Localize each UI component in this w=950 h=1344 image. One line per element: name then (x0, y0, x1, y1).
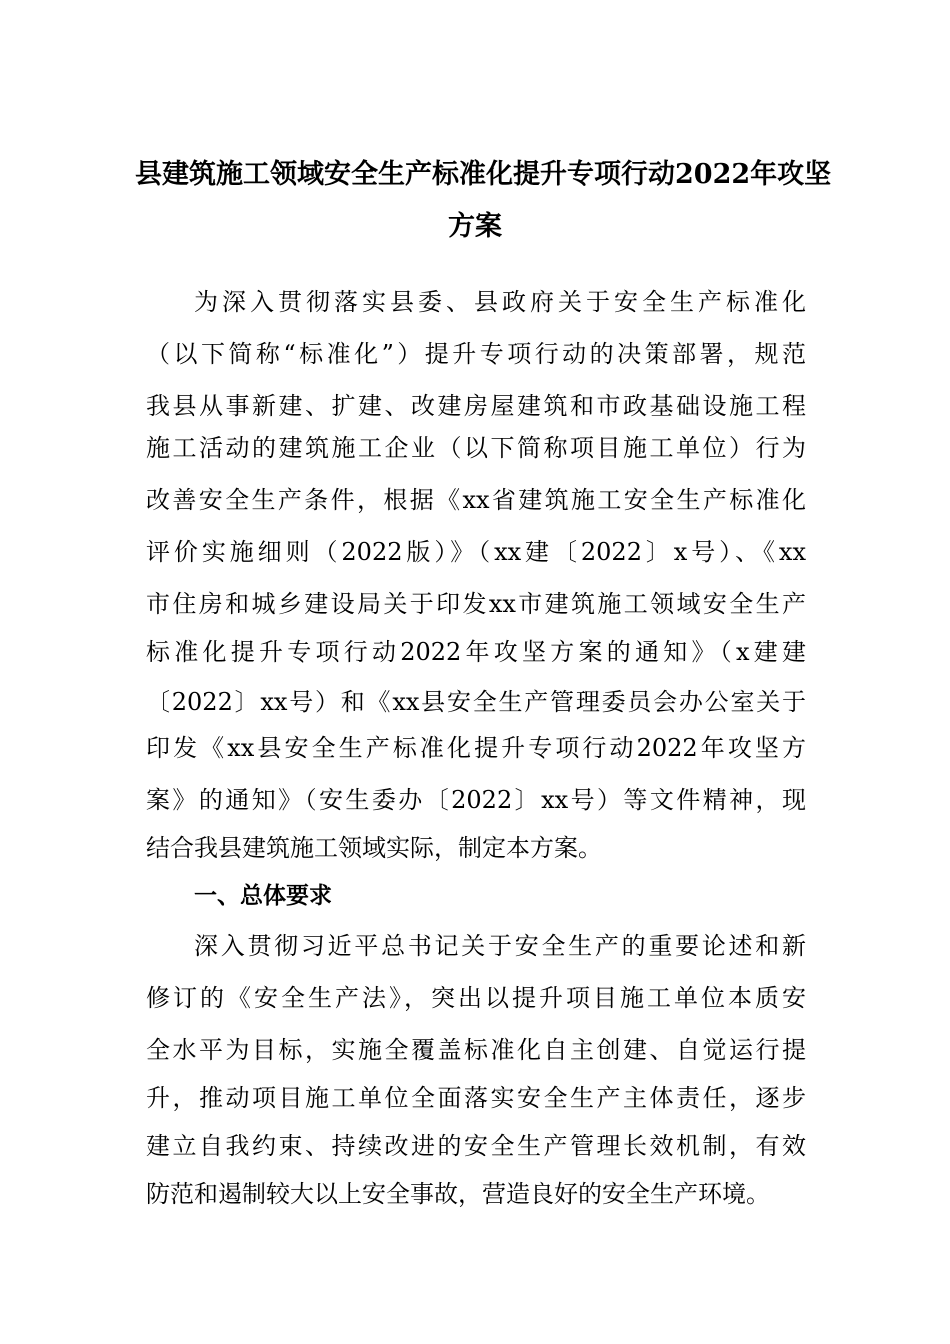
intro-paragraph-line: 改善安全生产条件，根据《xx省建筑施工安全生产标准化 (146, 486, 806, 514)
intro-paragraph-line: 案》的通知》（安生委办〔2022〕xx号）等文件精神，现 (146, 786, 806, 814)
intro-paragraph-line: （以下简称“标准化”）提升专项行动的决策部署，规范 (146, 340, 806, 368)
intro-paragraph-line: 为深入贯彻落实县委、县政府关于安全生产标准化 (194, 288, 806, 316)
section1-paragraph-line: 深入贯彻习近平总书记关于安全生产的重要论述和新 (194, 932, 806, 960)
intro-paragraph-line: 我县从事新建、扩建、改建房屋建筑和市政基础设施工程 (146, 392, 806, 420)
section1-paragraph-line: 全水平为目标，实施全覆盖标准化自主创建、自觉运行提 (146, 1036, 806, 1064)
section1-paragraph-line: 升，推动项目施工单位全面落实安全生产主体责任，逐步 (146, 1084, 806, 1112)
intro-paragraph-line: 施工活动的建筑施工企业（以下简称项目施工单位）行为 (146, 434, 806, 462)
intro-paragraph-line: 印发《xx县安全生产标准化提升专项行动2022年攻坚方 (146, 734, 806, 762)
intro-paragraph-line: 结合我县建筑施工领域实际，制定本方案。 (146, 834, 602, 862)
document-title-line-1: 县建筑施工领域安全生产标准化提升专项行动2022年攻坚 (135, 159, 832, 190)
intro-paragraph-line: 市住房和城乡建设局关于印发xx市建筑施工领域安全生产 (146, 590, 806, 618)
section1-paragraph-line: 修订的《安全生产法》，突出以提升项目施工单位本质安 (146, 984, 806, 1012)
section1-paragraph-line: 建立自我约束、持续改进的安全生产管理长效机制，有效 (146, 1132, 806, 1160)
intro-paragraph-line: 〔2022〕xx号）和《xx县安全生产管理委员会办公室关于 (146, 688, 806, 716)
section-heading-overall-requirements: 一、总体要求 (194, 883, 332, 909)
intro-paragraph-line: 标准化提升专项行动2022年攻坚方案的通知》（x建建 (146, 638, 806, 666)
intro-paragraph-line: 评价实施细则（2022版）》（xx建〔2022〕x号）、《xx (146, 538, 806, 566)
document-title-line-2: 方案 (448, 211, 502, 242)
section1-paragraph-line: 防范和遏制较大以上安全事故，营造良好的安全生产环境。 (146, 1180, 770, 1208)
